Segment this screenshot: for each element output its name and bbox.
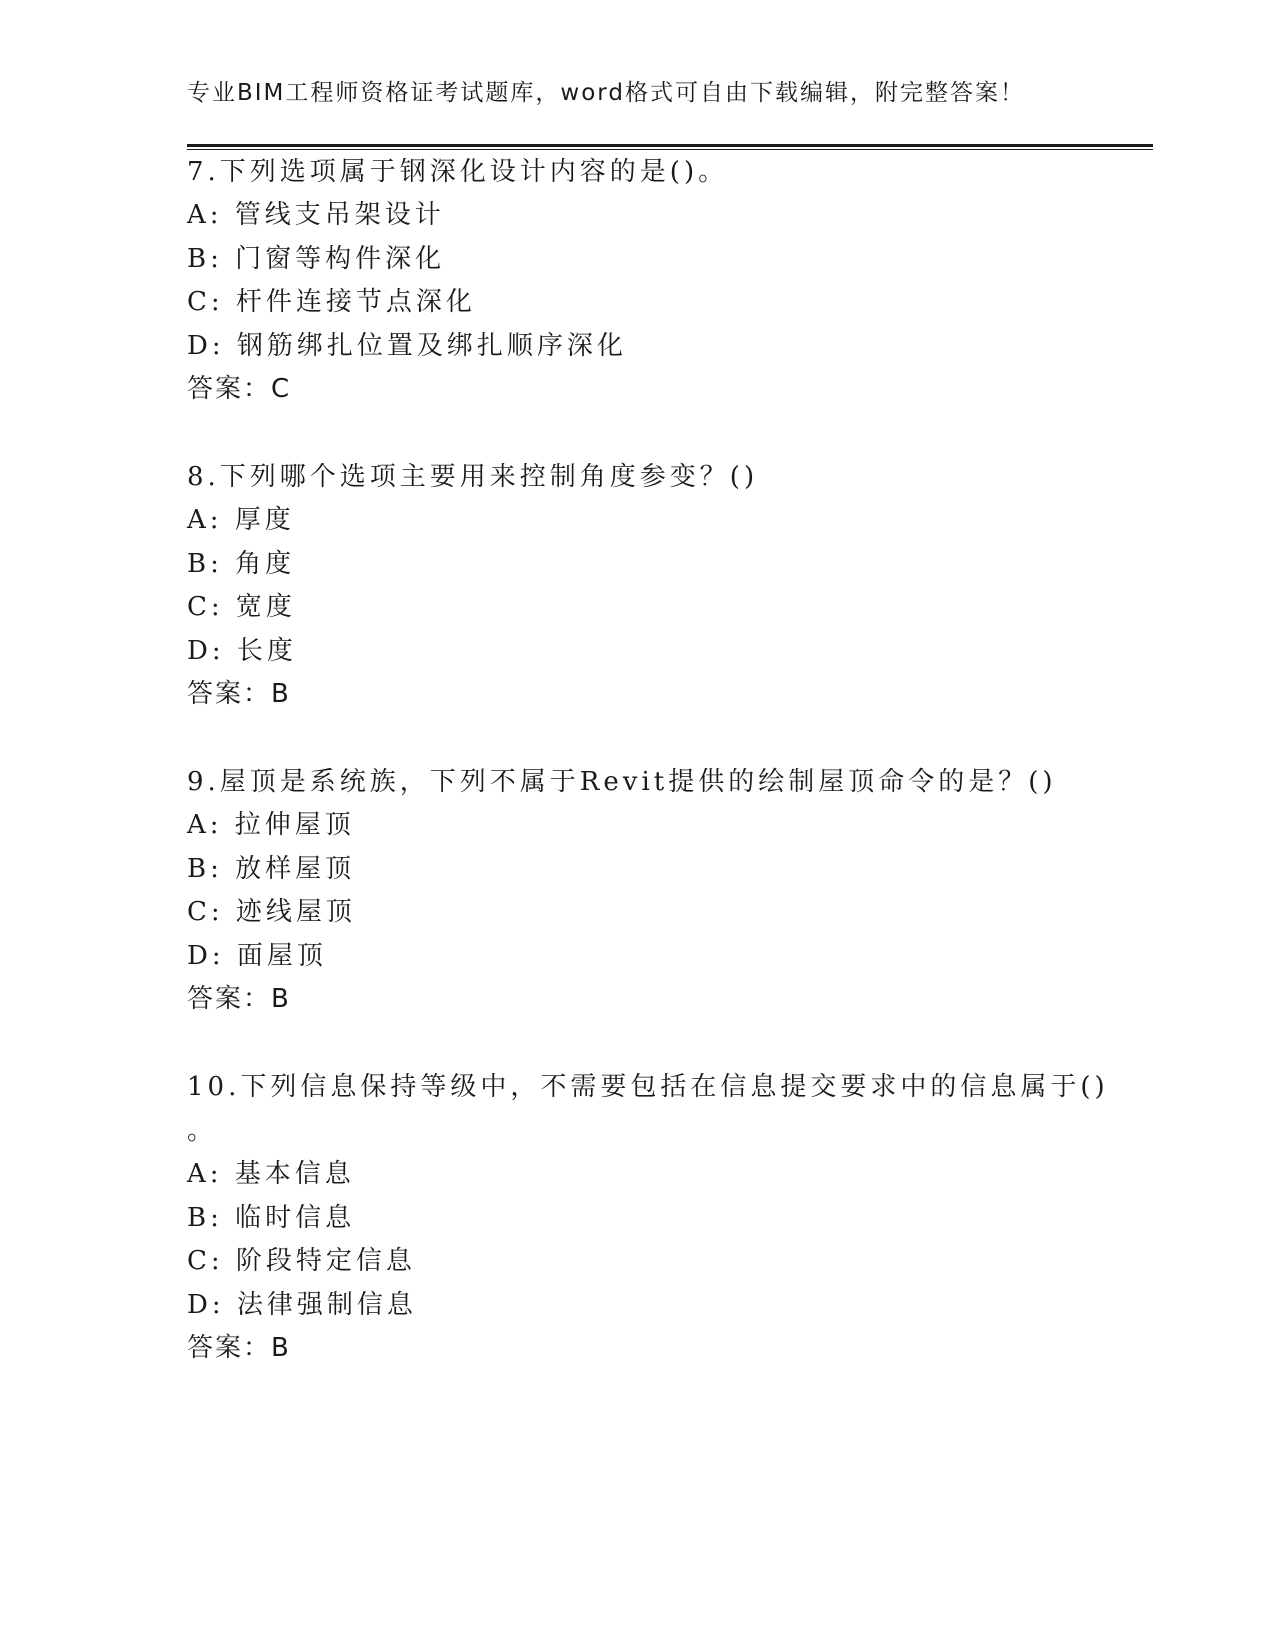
question-9-option-b: B: 放样屋顶 — [187, 854, 356, 884]
question-10-option-a: A: 基本信息 — [187, 1159, 355, 1189]
question-9-option-d: D: 面屋顶 — [187, 941, 327, 971]
question-7-text: 7.下列选项属于钢深化设计内容的是()。 — [187, 157, 729, 187]
question-10-option-d: D: 法律强制信息 — [187, 1290, 417, 1320]
question-7-answer: 答案：C — [187, 374, 292, 404]
question-10-answer: 答案：B — [187, 1333, 291, 1363]
question-9-text: 9.屋顶是系统族，下列不属于Revit提供的绘制屋顶命令的是？() — [187, 767, 1057, 797]
question-10-text: 10.下列信息保持等级中，不需要包括在信息提交要求中的信息属于() — [187, 1072, 1109, 1102]
question-7-option-a: A: 管线支吊架设计 — [187, 200, 445, 230]
question-9-answer: 答案：B — [187, 984, 291, 1014]
header-rule-thick — [187, 144, 1153, 147]
question-10-text-continued: 。 — [187, 1116, 218, 1146]
question-8-option-b: B: 角度 — [187, 549, 296, 579]
header-rule-thin — [187, 149, 1153, 150]
question-8-option-a: A: 厚度 — [187, 505, 295, 535]
question-7-option-c: C: 杆件连接节点深化 — [187, 287, 476, 317]
question-10-option-b: B: 临时信息 — [187, 1203, 356, 1233]
question-8-option-d: D: 长度 — [187, 636, 297, 666]
question-8-option-c: C: 宽度 — [187, 592, 296, 622]
question-8-answer: 答案：B — [187, 679, 291, 709]
question-10-option-c: C: 阶段特定信息 — [187, 1246, 416, 1276]
question-7-option-b: B: 门窗等构件深化 — [187, 244, 446, 274]
question-9-option-a: A: 拉伸屋顶 — [187, 810, 355, 840]
question-7-option-d: D: 钢筋绑扎位置及绑扎顺序深化 — [187, 331, 627, 361]
page-header: 专业BIM工程师资格证考试题库，word格式可自由下载编辑，附完整答案！ — [187, 80, 1025, 106]
question-8-text: 8.下列哪个选项主要用来控制角度参变？() — [187, 462, 759, 492]
question-9-option-c: C: 迹线屋顶 — [187, 897, 356, 927]
